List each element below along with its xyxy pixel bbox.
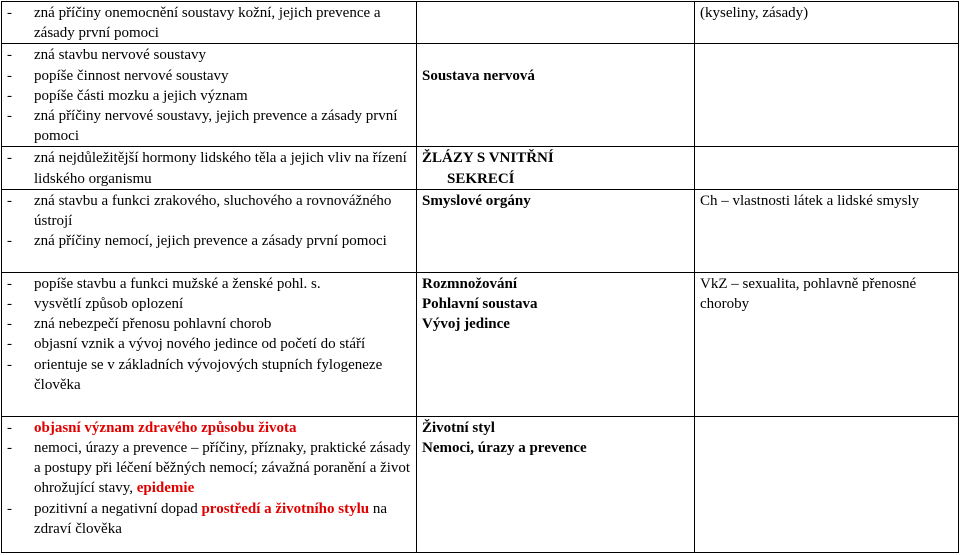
- crosscurricular-cell: [695, 44, 959, 147]
- outcome-item: - zná nebezpečí přenosu pohlavní chorob: [7, 316, 272, 333]
- outcome-item: - orientuje se v základních vývojových stupních fylogeneze člověka: [7, 356, 383, 393]
- topic-cell: [417, 189, 695, 272]
- outcomes-cell: [2, 189, 417, 272]
- outcome-item: - zná stavbu a funkci zrakového, sluchového a rovnovážného ústrojí: [7, 192, 392, 230]
- highlighted-text: objasní význam zdravého způsobu života: [34, 419, 297, 436]
- topic-cell: [417, 44, 695, 147]
- outcome-item: - pozitivní a negativní dopad prostředí a životního stylu na zdraví člověka: [7, 500, 388, 537]
- topic-title: Smyslové orgány: [422, 192, 531, 209]
- topic-title: Vývoj jedince: [422, 316, 510, 333]
- outcome-item: - popíše činnost nervové soustavy: [7, 67, 229, 84]
- crosscurricular-text: Ch – vlastnosti látek a lidské smysly: [700, 192, 920, 209]
- crosscurricular-cell: [695, 2, 959, 44]
- topic-title: ŽLÁZY S VNITŘNÍ: [422, 150, 554, 167]
- topic-title: Životní styl: [422, 419, 495, 436]
- outcomes-cell: [2, 416, 417, 552]
- outcome-item: - objasní význam zdravého způsobu života: [7, 419, 297, 436]
- topic-cell: [417, 416, 695, 552]
- crosscurricular-cell: [695, 147, 959, 189]
- topic-cell: [417, 272, 695, 416]
- crosscurricular-cell: [695, 416, 959, 552]
- crosscurricular-cell: [695, 272, 959, 416]
- outcomes-cell: [2, 44, 417, 147]
- topic-title: Nemoci, úrazy a prevence: [422, 440, 587, 457]
- topic-title: Rozmnožování: [422, 275, 517, 292]
- outcome-item: - zná stavbu nervové soustavy: [7, 47, 207, 64]
- outcome-item: - zná nejdůležitější hormony lidského těla a jejich vliv na řízení lidského organismu: [7, 150, 407, 187]
- curriculum-table: [1, 1, 959, 553]
- outcome-item: - zná příčiny nemocí, jejich prevence a zásady první pomoci: [7, 233, 387, 250]
- topic-title: SEKRECÍ: [447, 170, 515, 187]
- outcome-item: - objasní vznik a vývoj nového jedince od početí do stáří: [7, 336, 366, 353]
- outcome-item: - zná příčiny onemocnění soustavy kožní, jejich prevence a zásady první pomoci: [7, 5, 381, 42]
- outcome-item: - popíše stavbu a funkci mužské a ženské pohl. s.: [7, 275, 321, 292]
- highlighted-text: prostředí a životního stylu: [201, 500, 370, 517]
- outcomes-cell: [2, 147, 417, 189]
- highlighted-text: epidemie: [133, 480, 195, 497]
- outcome-item: - nemoci, úrazy a prevence – příčiny, příznaky, praktické zásady a postupy při léčení běžných nemocí; závažná poranění a život ohrožující stavy, epidemie: [7, 440, 411, 497]
- table-row: [2, 2, 959, 44]
- table-row: [2, 416, 959, 552]
- topic-title: Soustava nervová: [422, 67, 535, 84]
- table-row: [2, 272, 959, 416]
- outcome-item: - zná příčiny nervové soustavy, jejich prevence a zásady první pomoci: [7, 108, 398, 145]
- crosscurricular-cell: [695, 189, 959, 272]
- outcome-item: - vysvětlí způsob oplození: [7, 296, 184, 313]
- outcome-item: - popíše části mozku a jejich význam: [7, 87, 248, 104]
- topic-cell: [417, 147, 695, 189]
- crosscurricular-text: VkZ – sexualita, pohlavně přenosné choroby: [700, 275, 917, 313]
- outcomes-cell: [2, 272, 417, 416]
- crosscurricular-text: (kyseliny, zásady): [700, 5, 809, 21]
- table-row: [2, 147, 959, 189]
- outcomes-cell: [2, 2, 417, 44]
- topic-cell: [417, 2, 695, 44]
- topic-title: Pohlavní soustava: [422, 296, 538, 313]
- table-row: [2, 44, 959, 147]
- table-row: [2, 189, 959, 272]
